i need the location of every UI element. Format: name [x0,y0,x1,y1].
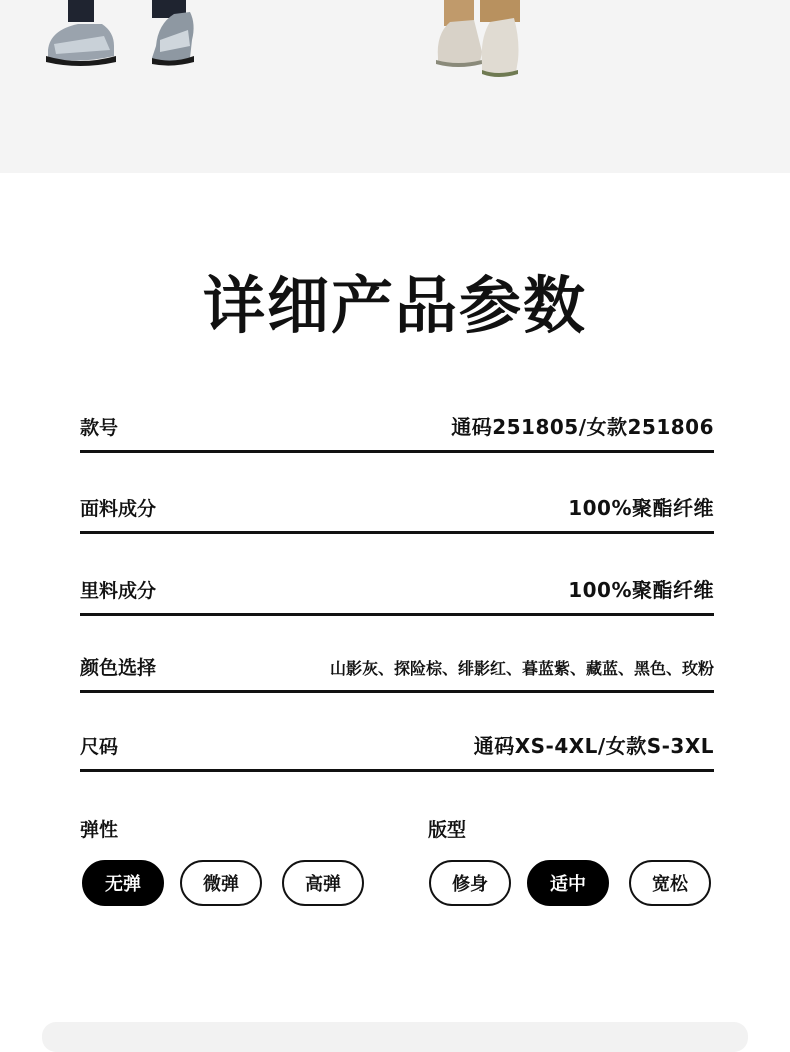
fit-option-slim: 修身 [429,860,511,906]
model-legs-boots-right-image [430,0,540,80]
param-value: 通码251805/女款251806 [451,415,714,439]
param-row-colors [80,652,714,693]
page-title: 详细产品参数 [202,269,587,342]
param-label: 款号 [80,417,119,439]
fit-option-loose: 宽松 [629,860,711,906]
next-section-card [42,1022,748,1052]
fit-option-regular: 适中 [527,860,609,906]
param-value: 100%聚酯纤维 [568,578,714,602]
elasticity-option-slight: 微弹 [180,860,262,906]
param-label: 面料成分 [80,498,157,520]
param-row-fabric [80,493,714,534]
fit-title: 版型 [428,819,467,841]
param-label: 尺码 [80,736,119,758]
elasticity-title: 弹性 [80,819,119,841]
param-value: 通码XS-4XL/女款S-3XL [473,734,714,758]
param-label: 颜色选择 [80,657,157,679]
elasticity-option-high: 高弹 [282,860,364,906]
param-row-lining [80,575,714,616]
param-value: 山影灰、探险棕、绯影红、暮蓝紫、藏蓝、黑色、玫粉 [329,659,714,678]
param-label: 里料成分 [80,580,157,602]
product-image-strip [0,0,790,173]
param-value: 100%聚酯纤维 [568,496,714,520]
param-row-style-number [80,412,714,453]
elasticity-option-none: 无弹 [82,860,164,906]
model-legs-sneakers-left-image [40,0,210,70]
param-row-sizes [80,731,714,772]
